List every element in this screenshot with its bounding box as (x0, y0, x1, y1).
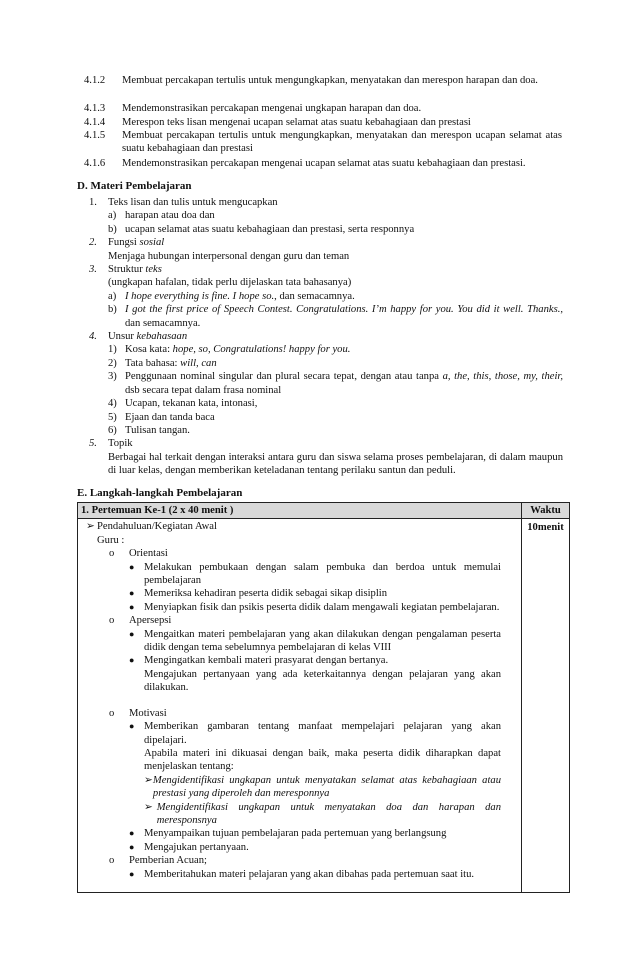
circle-bullet-icon: o (109, 707, 115, 719)
dot-bullet-icon: ● (129, 828, 135, 839)
arrow-bullet-icon: ➢ (144, 774, 153, 786)
materi-subitem: 4) Ucapan, tekanan kata, intonasi, (108, 398, 258, 410)
list-item: ● Melakukan pembukaan dengan salam pembuka dan berdoa untuk memulai pembelajaran (129, 561, 501, 587)
list-item: ● Mengajukan pertanyaan. (129, 841, 249, 853)
dot-bullet-icon: ● (129, 655, 135, 666)
list-item: ● Menyiapkan fisik dan psikis peserta didik dalam mengawali kegiatan pembelajaran. (129, 601, 500, 613)
waktu-cell: 10menit (522, 519, 570, 893)
materi-desc: Berbagai hal terkait dengan interaksi antara guru dan siswa selama proses pembelajaran, di dalam maupun di luar kelas, dengan memberikan keteladanan tentang perilaku santun dan peduli. (108, 451, 563, 477)
apersepsi-extra: Mengajukan pertanyaan yang ada keterkaitannya dengan pelajaran yang akan dilakukan. (144, 668, 501, 694)
dot-bullet-icon: ● (129, 601, 135, 612)
list-item: ➢ Mengidentifikasi ungkapan untuk menyatakan doa dan harapan dan meresponsnya (144, 801, 501, 826)
dot-bullet-icon: ● (129, 868, 135, 879)
list-item: ● Mengaitkan materi pembelajaran yang akan dilakukan dengan pengalaman peserta didik dengan tema sebelumnya pembelajaran di kelas VIII (129, 628, 501, 654)
indicator-item: 4.1.4 Merespon teks lisan mengenai ucapan selamat atas suatu kebahagiaan dan prestasi (84, 116, 471, 128)
materi-subitem: 3) Penggunaan nominal singular dan plural secara tepat, dengan atau tanpa a, the, this, those, my, their, dsb secara tepat dalam frasa nominal (108, 371, 563, 396)
meeting-header: 1. Pertemuan Ke-1 (2 x 40 menit ) (78, 503, 522, 519)
materi-subitem: 2) Tata bahasa: will, can (108, 357, 217, 369)
materi-desc: Menjaga hubungan interpersonal dengan guru dan teman (108, 250, 350, 262)
section-d-title: D. Materi Pembelajaran (77, 180, 192, 192)
circle-bullet-icon: o (109, 548, 115, 560)
materi-item-5: 5. Topik (89, 438, 133, 450)
list-item: ● Menyampaikan tujuan pembelajaran pada pertemuan yang berlangsung (129, 828, 447, 840)
materi-subitem: 5) Ejaan dan tanda baca (108, 411, 215, 423)
table-row (78, 519, 570, 893)
materi-subitem: b) ucapan selamat atas suatu kebahagiaan dan prestasi, serta responnya (108, 223, 415, 235)
section-e-title: E. Langkah-langkah Pembelajaran (77, 487, 243, 499)
steps-table (77, 502, 570, 893)
circle-bullet-icon: o (109, 855, 115, 867)
list-item: ● Memeriksa kehadiran peserta didik sebagai sikap disiplin (129, 588, 387, 600)
guru-label: Guru : (97, 534, 125, 546)
indicator-item: 4.1.5 Membuat percakapan tertulis untuk mengungkapkan, menyatakan dan merespon ucapan selamat atas suatu kebahagiaan dan prestasi (84, 130, 562, 155)
dot-bullet-icon: ● (129, 841, 135, 852)
indicator-item: 4.1.6 Mendemonstrasikan percakapan mengenai ucapan selamat atas suatu kebahagiaan dan prestasi. (84, 158, 526, 169)
motivasi-extra: Apabila materi ini dikuasai dengan baik, maka peserta didik diharapkan dapat menjelaskan tentang: (144, 747, 501, 773)
orientasi-heading: o Orientasi (109, 548, 168, 560)
circle-bullet-icon: o (109, 615, 115, 627)
materi-desc: (ungkapan hafalan, tidak perlu dijelaskan tata bahasanya) (108, 277, 352, 289)
materi-item-3: 3. Struktur teks (89, 264, 162, 276)
table-header-row (78, 503, 570, 519)
intro-item: ➢ Pendahuluan/Kegiatan Awal (86, 521, 217, 533)
materi-subitem: b) I got the first price of Speech Contest. Congratulations. I’m happy for you. You did it well. Thanks., dan semacamnya. (108, 304, 563, 329)
materi-item-1: 1. Teks lisan dan tulis untuk mengucapkan (89, 197, 278, 208)
list-item: ● Memberitahukan materi pelajaran yang akan dibahas pada pertemuan saat itu. (129, 868, 475, 880)
materi-list (89, 196, 563, 478)
indicator-item: 4.1.2 Membuat percakapan tertulis untuk mengungkapkan, menyatakan dan merespon harapan dan doa. (84, 75, 538, 86)
motivasi-heading: o Motivasi (109, 707, 167, 719)
indicator-list (84, 74, 562, 171)
dot-bullet-icon: ● (129, 721, 135, 732)
indicator-item: 4.1.3 Mendemonstrasikan percakapan mengenai ungkapan harapan dan doa. (84, 103, 422, 114)
materi-item-2: 2. Fungsi sosial (89, 237, 165, 249)
list-item: ● Mengingatkan kembali materi prasyarat dengan bertanya. (129, 655, 389, 667)
materi-subitem: 1) Kosa kata: hope, so, Congratulations! happy for you. (108, 344, 351, 356)
list-item: ➢ Mengidentifikasi ungkapan untuk menyatakan selamat atas kebahagiaan atau prestasi yang diperoleh dan meresponnya (144, 774, 501, 800)
dot-bullet-icon: ● (129, 561, 135, 572)
materi-subitem: 6) Tulisan tangan. (108, 424, 190, 436)
arrow-bullet-icon: ➢ (86, 521, 95, 533)
acuan-heading: o Pemberian Acuan; (109, 855, 207, 867)
dot-bullet-icon: ● (129, 628, 135, 639)
materi-subitem: a) I hope everything is fine. I hope so., dan semacamnya. (108, 290, 355, 302)
materi-item-4: 4. Unsur kebahasaan (89, 331, 188, 343)
list-item: ● Memberikan gambaran tentang manfaat mempelajari pelajaran yang akan dipelajari. (129, 721, 501, 746)
apersepsi-heading: o Apersepsi (109, 615, 172, 627)
materi-subitem: a) harapan atau doa dan (108, 210, 215, 222)
waktu-header: Waktu (522, 503, 570, 519)
dot-bullet-icon: ● (129, 588, 135, 599)
arrow-bullet-icon: ➢ (144, 801, 153, 813)
activity-cell (78, 519, 522, 893)
